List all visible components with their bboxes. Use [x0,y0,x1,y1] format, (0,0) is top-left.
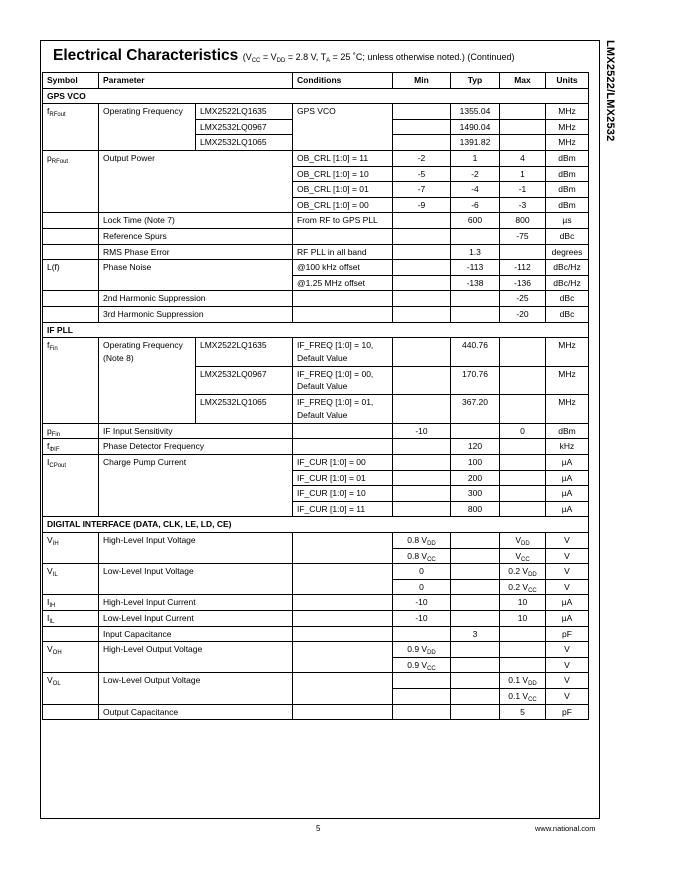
parameter-cell: RMS Phase Error [99,244,293,260]
section-digital-interface: DIGITAL INTERFACE (DATA, CLK, LE, LD, CE) [43,517,589,533]
min-cell: -10 [393,423,451,439]
table-row [43,704,589,720]
symbol-cell: $p_{Fin}$ [43,423,99,439]
table-row [43,673,589,689]
max-cell: $V_{CC}$ [500,548,546,564]
conditions-cell: IF_FREQ [1:0] = 10, Default Value [293,338,393,367]
units-cell: dBc [546,228,589,244]
col-min: Min [393,73,451,89]
max-cell: -75 [500,228,546,244]
typ-cell: -138 [451,275,500,291]
col-max: Max [500,73,546,89]
units-cell: V [546,657,589,673]
table-row [43,423,589,439]
units-cell: MHz [546,104,589,120]
symbol-cell: $f_{Fin}$ [43,338,99,424]
symbol-cell: $V_{OL}$ [43,673,99,704]
units-cell: MHz [546,395,589,424]
max-cell: 4 [500,150,546,166]
parameter-cell: Phase Detector Frequency [99,439,293,455]
units-cell: kHz [546,439,589,455]
parameter-cell: Output Power [99,150,293,212]
typ-cell: 300 [451,486,500,502]
min-cell: -5 [393,166,451,182]
units-cell: V [546,533,589,549]
symbol-cell: $V_{IH}$ [43,533,99,564]
symbol-cell: $f_{RFout}$ [43,104,99,151]
typ-cell: -4 [451,182,500,198]
col-units: Units [546,73,589,89]
section-row [43,517,589,533]
min-cell: -9 [393,197,451,213]
table-row [43,595,589,611]
units-cell: µs [546,213,589,229]
units-cell: V [546,642,589,658]
max-cell: $V_{DD}$ [500,533,546,549]
units-cell: V [546,688,589,704]
max-cell: -112 [500,260,546,276]
table-row [43,260,589,276]
typ-cell: -6 [451,197,500,213]
parameter-cell: Charge Pump Current [99,455,293,517]
min-cell: 0.9 $V_{CC}$ [393,657,451,673]
table-row [43,338,589,367]
table-row [43,626,589,642]
units-cell: V [546,579,589,595]
units-cell: dBc [546,291,589,307]
max-cell: 5 [500,704,546,720]
title-conditions: ($V_{CC} = V_{DD} = 2.8$ V, $T_A = 25$ ˚C; unless otherwise noted.) (Continued) [242,52,515,64]
typ-cell: 1391.82 [451,135,500,151]
max-cell: 0 [500,423,546,439]
part-cell: LMX2522LQ1635 [196,104,293,120]
parameter-cell: Operating Frequency (Note 8) [99,338,196,424]
parameter-cell: Reference Spurs [99,228,293,244]
typ-cell: -113 [451,260,500,276]
parameter-cell: IF Input Sensitivity [99,423,293,439]
max-cell: 1 [500,166,546,182]
max-cell: 10 [500,595,546,611]
section-if-pll: IF PLL [43,322,589,338]
col-symbol: Symbol [43,73,99,89]
typ-cell: 1.3 [451,244,500,260]
page-number: 5 [316,824,321,833]
units-cell: dBm [546,150,589,166]
units-cell: dBm [546,423,589,439]
parameter-cell: Low-Level Output Voltage [99,673,293,704]
table-row [43,228,589,244]
typ-cell: 100 [451,455,500,471]
conditions-cell: IF_CUR [1:0] = 11 [293,501,393,517]
typ-cell: 3 [451,626,500,642]
units-cell: µA [546,455,589,471]
units-cell: MHz [546,366,589,395]
units-cell: degrees [546,244,589,260]
typ-cell: 120 [451,439,500,455]
min-cell: -10 [393,595,451,611]
symbol-cell: $I_{IL}$ [43,611,99,627]
symbol-cell: $p_{RFout}$ [43,150,99,212]
max-cell: 10 [500,611,546,627]
table-row [43,439,589,455]
parameter-cell: 3rd Harmonic Suppression [99,306,293,322]
units-cell: dBm [546,197,589,213]
symbol-cell: $I_{IH}$ [43,595,99,611]
max-cell: -3 [500,197,546,213]
conditions-cell: GPS VCO [293,104,393,151]
typ-cell: 440.76 [451,338,500,367]
conditions-cell: IF_FREQ [1:0] = 00, Default Value [293,366,393,395]
table-row [43,611,589,627]
typ-cell: 170.76 [451,366,500,395]
units-cell: pF [546,704,589,720]
min-cell: -2 [393,150,451,166]
max-cell: -136 [500,275,546,291]
units-cell: MHz [546,338,589,367]
section-gps-vco: GPS VCO [43,88,589,104]
title-main: Electrical Characteristics [53,47,239,64]
electrical-characteristics-table [42,72,589,720]
units-cell: dBm [546,166,589,182]
part-cell: LMX2532LQ0967 [196,366,293,395]
conditions-cell: @100 kHz offset [293,260,393,276]
units-cell: µA [546,501,589,517]
parameter-cell: Low-Level Input Current [99,611,293,627]
table-row [43,306,589,322]
parameter-cell: High-Level Output Voltage [99,642,293,673]
min-cell: 0 [393,564,451,580]
units-cell: µA [546,595,589,611]
parameter-cell: Lock Time (Note 7) [99,213,293,229]
page-title [53,47,514,65]
conditions-cell: IF_CUR [1:0] = 00 [293,455,393,471]
part-cell: LMX2522LQ1635 [196,338,293,367]
symbol-cell: $V_{IL}$ [43,564,99,595]
min-cell: 0 [393,579,451,595]
conditions-cell: From RF to GPS PLL [293,213,393,229]
min-cell: 0.8 $V_{DD}$ [393,533,451,549]
table-row [43,244,589,260]
units-cell: dBm [546,182,589,198]
max-cell: 800 [500,213,546,229]
max-cell: 0.1 $V_{DD}$ [500,673,546,689]
max-cell: 0.1 $V_{CC}$ [500,688,546,704]
conditions-cell: @1.25 MHz offset [293,275,393,291]
parameter-cell: High-Level Input Voltage [99,533,293,564]
conditions-cell: OB_CRL [1:0] = 11 [293,150,393,166]
units-cell: µA [546,486,589,502]
min-cell: 0.8 $V_{CC}$ [393,548,451,564]
max-cell: 0.2 $V_{CC}$ [500,579,546,595]
max-cell: -25 [500,291,546,307]
symbol-cell: $I_{CPout}$ [43,455,99,517]
typ-cell: 600 [451,213,500,229]
table-row [43,150,589,166]
conditions-cell: OB_CRL [1:0] = 00 [293,197,393,213]
parameter-cell: High-Level Input Current [99,595,293,611]
table-row [43,455,589,471]
symbol-cell: $V_{OH}$ [43,642,99,673]
footer-url[interactable]: www.national.com [535,824,596,833]
conditions-cell: RF PLL in all band [293,244,393,260]
conditions-cell: IF_FREQ [1:0] = 01, Default Value [293,395,393,424]
table-row [43,642,589,658]
typ-cell: 367.20 [451,395,500,424]
units-cell: dBc [546,306,589,322]
symbol-cell: $f_{\Phi IF}$ [43,439,99,455]
units-cell: dBc/Hz [546,260,589,276]
symbol-cell: L(f) [43,260,99,291]
table-row [43,291,589,307]
units-cell: dBc/Hz [546,275,589,291]
units-cell: µA [546,611,589,627]
parameter-cell: 2nd Harmonic Suppression [99,291,293,307]
table-row [43,564,589,580]
col-parameter: Parameter [99,73,293,89]
units-cell: MHz [546,119,589,135]
units-cell: V [546,673,589,689]
units-cell: V [546,548,589,564]
typ-cell: 800 [451,501,500,517]
units-cell: µA [546,470,589,486]
units-cell: pF [546,626,589,642]
units-cell: MHz [546,135,589,151]
min-cell: -10 [393,611,451,627]
typ-cell: 1490.04 [451,119,500,135]
side-title: LMX2522/LMX2532 [604,40,616,142]
conditions-cell: IF_CUR [1:0] = 01 [293,470,393,486]
units-cell: V [546,564,589,580]
col-conditions: Conditions [293,73,393,89]
min-cell: 0.9 $V_{DD}$ [393,642,451,658]
conditions-cell: OB_CRL [1:0] = 10 [293,166,393,182]
table-row [43,533,589,549]
part-cell: LMX2532LQ0967 [196,119,293,135]
parameter-cell: Output Capacitance [99,704,293,720]
section-row [43,88,589,104]
max-cell: -20 [500,306,546,322]
max-cell: 0.2 $V_{DD}$ [500,564,546,580]
part-cell: LMX2532LQ1065 [196,395,293,424]
part-cell: LMX2532LQ1065 [196,135,293,151]
parameter-cell: Input Capacitance [99,626,293,642]
col-typ: Typ [451,73,500,89]
conditions-cell: OB_CRL [1:0] = 01 [293,182,393,198]
typ-cell: 1355.04 [451,104,500,120]
typ-cell: -2 [451,166,500,182]
parameter-cell: Operating Frequency [99,104,196,151]
parameter-cell: Low-Level Input Voltage [99,564,293,595]
min-cell: -7 [393,182,451,198]
conditions-cell: IF_CUR [1:0] = 10 [293,486,393,502]
table-row [43,104,589,120]
table-row [43,213,589,229]
max-cell: -1 [500,182,546,198]
typ-cell: 200 [451,470,500,486]
header-row [43,73,589,89]
section-row [43,322,589,338]
parameter-cell: Phase Noise [99,260,293,291]
typ-cell: 1 [451,150,500,166]
